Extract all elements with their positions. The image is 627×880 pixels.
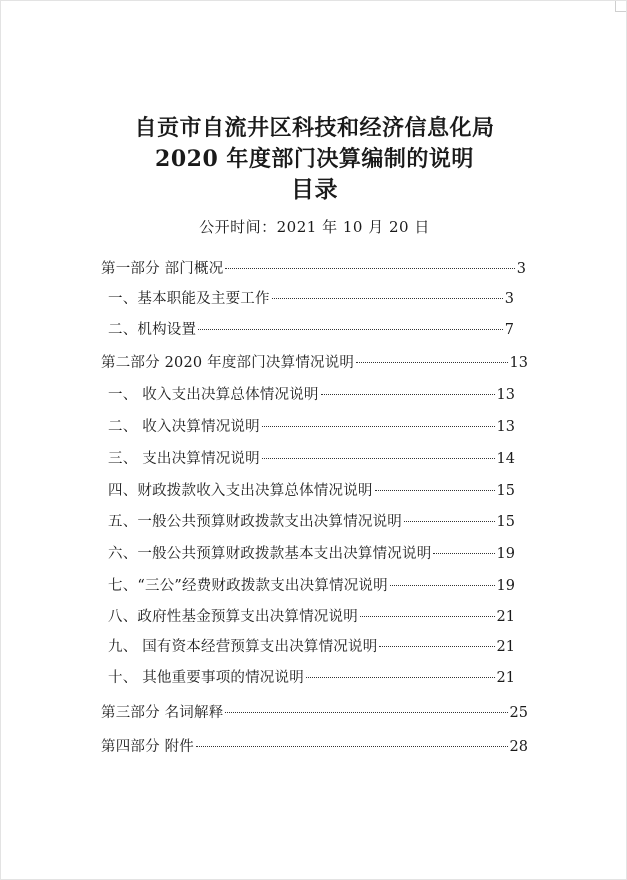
toc-dot-leader: [433, 553, 494, 554]
toc-dot-leader: [379, 646, 494, 647]
toc-entry-page-number: 19: [496, 546, 515, 562]
toc-entry[interactable]: [101, 353, 528, 373]
toc-entry-page-number: 28: [509, 739, 528, 755]
toc-dot-leader: [360, 616, 495, 617]
toc-dot-leader: [306, 677, 495, 678]
toc-dot-leader: [196, 746, 508, 747]
toc-entry-label: 六、一般公共预算财政拨款基本支出决算情况说明: [108, 546, 432, 562]
toc-entry-page-number: 21: [496, 639, 515, 655]
toc-entry-label: 第一部分 部门概况: [101, 261, 224, 277]
toc-dot-leader: [375, 490, 495, 491]
toc-entry[interactable]: [108, 637, 515, 657]
toc-entry-page-number: 7: [504, 322, 514, 338]
toc-entry-label: 四、财政拨款收入支出决算总体情况说明: [108, 483, 373, 499]
toc-entry-page-number: 15: [496, 514, 515, 530]
toc-entry[interactable]: [108, 289, 514, 309]
toc-heading: 目录: [291, 176, 338, 203]
toc-dot-leader: [198, 329, 503, 330]
toc-entry-label: 七、“三公”经费财政拨款支出决算情况说明: [108, 578, 388, 594]
publish-time: 公开时间：2021 年 10 月 20 日: [199, 218, 430, 236]
toc-entry[interactable]: [108, 449, 515, 469]
toc-entry[interactable]: [101, 737, 528, 757]
toc-entry-page-number: 21: [496, 670, 515, 686]
toc-entry[interactable]: [101, 259, 526, 279]
toc-entry-label: 二、 收入决算情况说明: [108, 419, 260, 435]
toc-entry[interactable]: [108, 417, 515, 437]
toc-entry-label: 三、 支出决算情况说明: [108, 451, 260, 467]
toc-dot-leader: [356, 362, 507, 363]
toc-entry-label: 第四部分 附件: [101, 739, 195, 755]
toc-entry-label: 九、 国有资本经营预算支出决算情况说明: [108, 639, 378, 655]
toc-entry[interactable]: [108, 576, 515, 596]
toc-entry-page-number: 14: [496, 451, 515, 467]
toc-entry-page-number: 15: [496, 483, 515, 499]
page-corner-mark: [615, 1, 626, 12]
toc-dot-leader: [262, 426, 495, 427]
toc-entry-label: 第三部分 名词解释: [101, 705, 224, 721]
toc-entry-label: 一、 收入支出决算总体情况说明: [108, 387, 319, 403]
toc-entry-label: 第二部分 2020 年度部门决算情况说明: [101, 355, 355, 371]
toc-entry-label: 二、机构设置: [108, 322, 197, 338]
toc-entry-page-number: 3: [516, 261, 526, 277]
toc-entry-page-number: 21: [496, 609, 515, 625]
toc-entry-page-number: 13: [496, 387, 515, 403]
document-title-line1: 自贡市自流井区科技和经济信息化局: [134, 115, 495, 141]
toc-entry[interactable]: [108, 607, 515, 627]
toc-entry[interactable]: [101, 703, 528, 723]
toc-dot-leader: [262, 458, 495, 459]
toc-entry[interactable]: [108, 668, 515, 688]
toc-entry[interactable]: [108, 512, 515, 532]
toc-entry-label: 一、基本职能及主要工作: [108, 291, 270, 307]
toc-dot-leader: [404, 521, 495, 522]
toc-entry-label: 十、 其他重要事项的情况说明: [108, 670, 304, 686]
toc-dot-leader: [390, 585, 495, 586]
toc-entry-page-number: 13: [496, 419, 515, 435]
toc-entry[interactable]: [108, 544, 515, 564]
toc-dot-leader: [272, 298, 503, 299]
toc-entry-page-number: 19: [496, 578, 515, 594]
toc-entry-label: 八、政府性基金预算支出决算情况说明: [108, 609, 358, 625]
toc-entry[interactable]: [108, 320, 514, 340]
toc-entry-page-number: 25: [509, 705, 528, 721]
toc-entry-label: 五、一般公共预算财政拨款支出决算情况说明: [108, 514, 402, 530]
document-title-line2: 2020 年度部门决算编制的说明: [155, 146, 474, 172]
toc-entry[interactable]: [108, 481, 515, 501]
toc-dot-leader: [225, 268, 514, 269]
toc-dot-leader: [321, 394, 495, 395]
toc-entry-page-number: 3: [504, 291, 514, 307]
toc-entry[interactable]: [108, 385, 515, 405]
toc-dot-leader: [225, 712, 507, 713]
toc-entry-page-number: 13: [509, 355, 528, 371]
